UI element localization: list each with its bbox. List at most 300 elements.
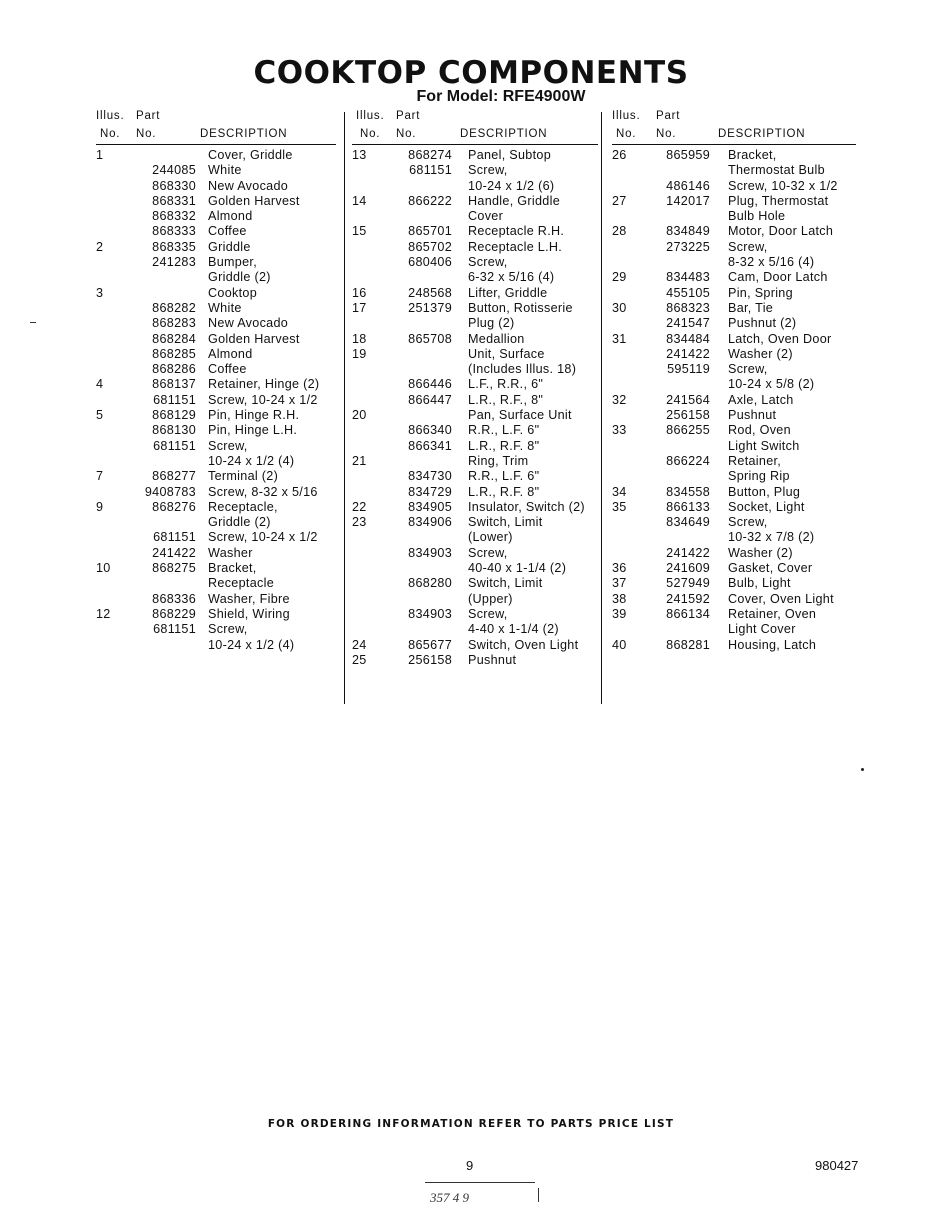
table-row xyxy=(612,469,856,484)
part-description: Screw, xyxy=(208,438,248,453)
table-row xyxy=(352,607,598,622)
illus-number: 25 xyxy=(352,652,367,667)
part-number: 241422 xyxy=(666,545,710,560)
table-row xyxy=(612,148,856,163)
table-row xyxy=(612,485,856,500)
illus-number: 33 xyxy=(612,423,627,438)
illus-number: 7 xyxy=(96,469,104,484)
part-description: Coffee xyxy=(208,224,247,239)
part-description: (Includes Illus. 18) xyxy=(468,362,577,377)
part-description: Screw, xyxy=(468,163,508,178)
part-description: Griddle xyxy=(208,239,251,254)
part-description: Lifter, Griddle xyxy=(468,285,548,300)
part-description: 6-32 x 5/16 (4) xyxy=(468,270,555,285)
table-row xyxy=(352,270,598,285)
part-description: (Lower) xyxy=(468,530,513,545)
part-number: 256158 xyxy=(666,408,710,423)
document-number: 980427 xyxy=(815,1158,859,1173)
illus-number: 36 xyxy=(612,561,627,576)
part-description: Switch, Oven Light xyxy=(468,637,579,652)
table-row xyxy=(612,209,856,224)
header-part-no: No. xyxy=(656,128,677,140)
illus-number: 10 xyxy=(96,561,111,576)
part-description: Latch, Oven Door xyxy=(728,331,832,346)
illus-number: 40 xyxy=(612,637,627,652)
table-row xyxy=(96,622,336,637)
model-subtitle xyxy=(0,88,942,106)
header-illus-label: Illus. xyxy=(356,110,385,122)
header-illus-no: No. xyxy=(100,128,121,140)
part-number: 241564 xyxy=(666,392,710,407)
part-description: Switch, Limit xyxy=(468,576,543,591)
part-description: 10-24 x 1/2 (6) xyxy=(468,178,555,193)
ordering-note: FOR ORDERING INFORMATION REFER TO PARTS PRICE LIST xyxy=(267,1118,675,1130)
illus-number: 27 xyxy=(612,193,627,208)
table-row xyxy=(352,377,598,392)
part-number: 865959 xyxy=(666,148,710,162)
part-description: Cam, Door Latch xyxy=(728,270,828,285)
header-illus-no: No. xyxy=(616,128,637,140)
illus-number: 2 xyxy=(96,239,104,254)
part-description: Screw, 10-24 x 1/2 xyxy=(208,530,318,545)
table-row xyxy=(612,255,856,270)
table-row xyxy=(612,194,856,209)
model-label: For Model: xyxy=(416,88,499,105)
illus-number: 3 xyxy=(96,285,104,300)
illus-number: 5 xyxy=(96,408,104,423)
part-description: Socket, Light xyxy=(728,499,805,514)
table-row xyxy=(96,148,336,163)
table-row xyxy=(96,439,336,454)
part-description: Housing, Latch xyxy=(728,637,817,652)
part-number: 868280 xyxy=(408,576,452,591)
table-row xyxy=(352,240,598,255)
part-number: 868129 xyxy=(152,408,196,423)
part-number: 256158 xyxy=(408,652,452,667)
table-row xyxy=(612,592,856,607)
illus-number: 34 xyxy=(612,484,627,499)
table-row xyxy=(612,500,856,515)
part-description: Switch, Limit xyxy=(468,515,543,530)
table-row xyxy=(612,362,856,377)
table-row xyxy=(352,224,598,239)
table-row xyxy=(352,179,598,194)
parts-list xyxy=(96,148,336,653)
part-number: 866447 xyxy=(408,392,452,407)
table-row xyxy=(96,408,336,423)
header-illus-label: Illus. xyxy=(612,110,641,122)
part-number: 834906 xyxy=(408,515,452,530)
header-description: DESCRIPTION xyxy=(460,128,548,140)
table-row xyxy=(96,485,336,500)
illus-number: 23 xyxy=(352,515,367,530)
part-description: Unit, Surface xyxy=(468,346,545,361)
column-divider-1 xyxy=(344,112,345,704)
table-row xyxy=(352,592,598,607)
part-description: Coffee xyxy=(208,362,247,377)
table-row xyxy=(352,408,598,423)
part-description: (Upper) xyxy=(468,591,513,606)
table-row xyxy=(96,255,336,270)
part-number: 681151 xyxy=(153,530,196,545)
part-description: Almond xyxy=(208,346,253,361)
table-row xyxy=(352,561,598,576)
part-description: Screw, xyxy=(468,606,508,621)
part-description: Cooktop xyxy=(208,285,258,300)
part-description: Screw, 8-32 x 5/16 xyxy=(208,484,318,499)
part-description: Washer xyxy=(208,545,253,560)
part-description: Screw, xyxy=(468,255,508,270)
table-row xyxy=(96,530,336,545)
part-description: Receptacle, xyxy=(208,499,278,514)
table-row xyxy=(96,592,336,607)
column-divider-2 xyxy=(601,112,602,704)
table-row xyxy=(352,576,598,591)
part-description: Bracket, xyxy=(208,561,257,576)
parts-column-1 xyxy=(96,108,336,653)
part-number: 866341 xyxy=(408,438,452,453)
part-number: 865702 xyxy=(408,239,452,254)
table-row xyxy=(612,316,856,331)
illus-number: 4 xyxy=(96,377,104,392)
part-description: Griddle (2) xyxy=(208,515,271,530)
part-description: Axle, Latch xyxy=(728,392,794,407)
part-number: 868282 xyxy=(152,300,196,315)
part-description: Cover, Oven Light xyxy=(728,591,834,606)
table-row xyxy=(96,224,336,239)
illus-number: 37 xyxy=(612,576,627,591)
table-row xyxy=(96,469,336,484)
table-row xyxy=(352,500,598,515)
part-description: Receptacle L.H. xyxy=(468,239,563,254)
table-row xyxy=(96,286,336,301)
part-description: Button, Plug xyxy=(728,484,801,499)
table-row xyxy=(96,240,336,255)
table-row xyxy=(96,500,336,515)
part-description: Screw, xyxy=(468,545,508,560)
table-row xyxy=(96,576,336,591)
part-description: Spring Rip xyxy=(728,469,790,484)
table-row xyxy=(96,301,336,316)
part-number: 834649 xyxy=(666,515,710,530)
table-row xyxy=(96,270,336,285)
part-description: Screw, xyxy=(728,362,768,377)
part-description: Plug (2) xyxy=(468,316,515,331)
part-description: Ring, Trim xyxy=(468,453,529,468)
part-description: Light Switch xyxy=(728,438,800,453)
table-row xyxy=(612,439,856,454)
part-description: Panel, Subtop xyxy=(468,148,552,162)
part-number: 866222 xyxy=(408,193,452,208)
part-number: 241283 xyxy=(152,255,196,270)
part-number: 527949 xyxy=(666,576,710,591)
part-number: 868275 xyxy=(152,561,196,576)
table-row xyxy=(612,163,856,178)
table-row xyxy=(612,301,856,316)
illus-number: 31 xyxy=(612,331,627,346)
part-number: 681151 xyxy=(409,163,452,178)
part-number: 834730 xyxy=(408,469,452,484)
table-row xyxy=(612,454,856,469)
part-description: 10-24 x 1/2 (4) xyxy=(208,453,295,468)
part-description: New Avocado xyxy=(208,178,289,193)
part-description: Receptacle xyxy=(208,576,275,591)
table-row xyxy=(96,332,336,347)
header-illus-no: No. xyxy=(360,128,381,140)
illus-number: 29 xyxy=(612,270,627,285)
part-description: Retainer, Hinge (2) xyxy=(208,377,320,392)
table-row xyxy=(96,546,336,561)
header-part-label: Part xyxy=(396,110,421,122)
table-row xyxy=(352,393,598,408)
part-description: 10-24 x 1/2 (4) xyxy=(208,637,295,652)
part-number: 681151 xyxy=(153,622,196,637)
part-description: Screw, xyxy=(208,622,248,637)
table-row xyxy=(612,377,856,392)
part-number: 834483 xyxy=(666,270,710,285)
part-number: 868331 xyxy=(152,193,196,208)
table-row xyxy=(612,332,856,347)
table-row xyxy=(352,454,598,469)
part-number: 865701 xyxy=(408,224,452,239)
header-part-no: No. xyxy=(396,128,417,140)
part-number: 866255 xyxy=(666,423,710,438)
part-description: Golden Harvest xyxy=(208,331,300,346)
part-description: Motor, Door Latch xyxy=(728,224,834,239)
table-row xyxy=(96,561,336,576)
table-row xyxy=(352,546,598,561)
header-rule xyxy=(612,144,856,145)
part-description: Pin, Hinge L.H. xyxy=(208,423,298,438)
illus-number: 18 xyxy=(352,331,367,346)
table-row xyxy=(96,515,336,530)
header-rule xyxy=(352,144,598,145)
part-description: L.R., R.F. 8" xyxy=(468,484,540,499)
table-row xyxy=(612,408,856,423)
part-description: Washer (2) xyxy=(728,545,793,560)
part-description: Gasket, Cover xyxy=(728,561,813,576)
part-description: Button, Rotisserie xyxy=(468,300,573,315)
parts-column-3 xyxy=(612,108,856,653)
header-rule xyxy=(96,144,336,145)
illus-number: 24 xyxy=(352,637,367,652)
table-row xyxy=(352,469,598,484)
part-number: 241547 xyxy=(666,316,710,331)
parts-list xyxy=(612,148,856,653)
table-row xyxy=(352,347,598,362)
table-row xyxy=(352,362,598,377)
table-row xyxy=(612,224,856,239)
table-row xyxy=(352,209,598,224)
part-description: Handle, Griddle xyxy=(468,193,561,208)
part-description: Plug, Thermostat xyxy=(728,193,829,208)
part-description: Shield, Wiring xyxy=(208,606,290,621)
table-row xyxy=(612,561,856,576)
illus-number: 9 xyxy=(96,499,104,514)
part-description: Almond xyxy=(208,209,253,224)
part-description: 10-32 x 7/8 (2) xyxy=(728,530,815,545)
part-number: 142017 xyxy=(666,193,710,208)
part-description: Receptacle R.H. xyxy=(468,224,565,239)
part-description: Pushnut xyxy=(468,652,517,667)
part-description: Light Cover xyxy=(728,622,796,637)
column-header xyxy=(352,108,598,144)
part-number: 868284 xyxy=(152,331,196,346)
illus-number: 38 xyxy=(612,591,627,606)
table-row xyxy=(612,393,856,408)
illus-number: 12 xyxy=(96,606,111,621)
table-row xyxy=(612,607,856,622)
handwritten-stamp: 357 4 9 xyxy=(430,1190,469,1205)
header-illus-label: Illus. xyxy=(96,110,125,122)
column-header xyxy=(612,108,856,144)
table-row xyxy=(352,622,598,637)
illus-number: 30 xyxy=(612,300,627,315)
table-row xyxy=(352,515,598,530)
part-number: 834903 xyxy=(408,606,452,621)
table-row xyxy=(96,638,336,653)
header-part-no: No. xyxy=(136,128,157,140)
part-description: Thermostat Bulb xyxy=(728,163,825,178)
part-number: 834849 xyxy=(666,224,710,239)
illus-number: 32 xyxy=(612,392,627,407)
part-number: 241609 xyxy=(666,561,710,576)
illus-number: 15 xyxy=(352,224,367,239)
part-number: 865677 xyxy=(408,637,452,652)
table-row xyxy=(352,439,598,454)
table-row xyxy=(352,638,598,653)
table-row xyxy=(352,530,598,545)
table-row xyxy=(352,163,598,178)
part-description: Golden Harvest xyxy=(208,193,300,208)
table-row xyxy=(612,347,856,362)
table-row xyxy=(612,546,856,561)
part-description: Retainer, Oven xyxy=(728,606,817,621)
part-description: Screw, xyxy=(728,515,768,530)
part-number: 834558 xyxy=(666,484,710,499)
part-number: 595119 xyxy=(667,362,710,377)
page-title: COOKTOP COMPONENTS xyxy=(253,55,689,91)
part-description: R.R., L.F. 6" xyxy=(468,469,540,484)
column-header xyxy=(96,108,336,144)
part-description: Screw, 10-32 x 1/2 xyxy=(728,178,838,193)
table-row xyxy=(612,576,856,591)
part-description: Bar, Tie xyxy=(728,300,774,315)
part-number: 834903 xyxy=(408,545,452,560)
part-number: 251379 xyxy=(408,300,452,315)
part-description: Pin, Spring xyxy=(728,285,793,300)
part-number: 866446 xyxy=(408,377,452,392)
illus-number: 35 xyxy=(612,499,627,514)
part-description: White xyxy=(208,163,242,178)
part-description: Pushnut (2) xyxy=(728,316,797,331)
part-description: 10-24 x 5/8 (2) xyxy=(728,377,815,392)
part-number: 868283 xyxy=(152,316,196,331)
part-number: 866133 xyxy=(666,499,710,514)
part-number: 868336 xyxy=(152,591,196,606)
part-number: 868274 xyxy=(408,148,452,162)
table-row xyxy=(612,515,856,530)
part-description: Bulb Hole xyxy=(728,209,786,224)
part-description: Washer, Fibre xyxy=(208,591,290,606)
table-row xyxy=(612,286,856,301)
table-row xyxy=(352,286,598,301)
part-description: Bracket, xyxy=(728,148,777,162)
part-description: Griddle (2) xyxy=(208,270,271,285)
table-row xyxy=(352,194,598,209)
part-description: White xyxy=(208,300,242,315)
part-number: 868137 xyxy=(152,377,196,392)
part-number: 868330 xyxy=(152,178,196,193)
header-description: DESCRIPTION xyxy=(718,128,806,140)
table-row xyxy=(352,301,598,316)
table-row xyxy=(96,179,336,194)
table-row xyxy=(612,423,856,438)
table-row xyxy=(612,638,856,653)
part-number: 834484 xyxy=(666,331,710,346)
illus-number: 28 xyxy=(612,224,627,239)
part-number: 244085 xyxy=(152,163,196,178)
part-description: Bulb, Light xyxy=(728,576,791,591)
part-number: 680406 xyxy=(408,255,452,270)
table-row xyxy=(612,240,856,255)
part-number: 9408783 xyxy=(144,484,196,499)
table-row xyxy=(96,194,336,209)
part-number: 868333 xyxy=(152,224,196,239)
part-description: Pushnut xyxy=(728,408,777,423)
part-description: Pin, Hinge R.H. xyxy=(208,408,300,423)
part-number: 241592 xyxy=(666,591,710,606)
table-row xyxy=(352,653,598,668)
table-row xyxy=(96,347,336,362)
table-row xyxy=(96,423,336,438)
table-row xyxy=(612,270,856,285)
part-number: 455105 xyxy=(666,285,710,300)
part-description: Insulator, Switch (2) xyxy=(468,499,585,514)
illus-number: 19 xyxy=(352,346,367,361)
table-row xyxy=(352,423,598,438)
part-description: 40-40 x 1-1/4 (2) xyxy=(468,561,567,576)
table-row xyxy=(96,163,336,178)
part-number: 868276 xyxy=(152,499,196,514)
illus-number: 26 xyxy=(612,148,627,162)
part-number: 868285 xyxy=(152,346,196,361)
part-description: L.R., R.F., 8" xyxy=(468,392,544,407)
part-number: 866224 xyxy=(666,453,710,468)
scan-mark xyxy=(30,322,36,323)
part-description: Terminal (2) xyxy=(208,469,279,484)
illus-number: 16 xyxy=(352,285,367,300)
part-description: Retainer, xyxy=(728,453,782,468)
table-row xyxy=(612,179,856,194)
part-number: 681151 xyxy=(153,438,196,453)
part-number: 241422 xyxy=(666,346,710,361)
illus-number: 13 xyxy=(352,148,367,162)
header-description: DESCRIPTION xyxy=(200,128,288,140)
header-part-label: Part xyxy=(656,110,681,122)
part-description: Cover, Griddle xyxy=(208,148,293,162)
part-number: 868277 xyxy=(152,469,196,484)
part-number: 834905 xyxy=(408,499,452,514)
stamp-rule xyxy=(425,1182,535,1183)
illus-number: 39 xyxy=(612,606,627,621)
header-part-label: Part xyxy=(136,110,161,122)
table-row xyxy=(612,530,856,545)
part-description: 8-32 x 5/16 (4) xyxy=(728,255,815,270)
part-description: Pan, Surface Unit xyxy=(468,408,572,423)
table-row xyxy=(96,454,336,469)
part-description: Bumper, xyxy=(208,255,258,270)
